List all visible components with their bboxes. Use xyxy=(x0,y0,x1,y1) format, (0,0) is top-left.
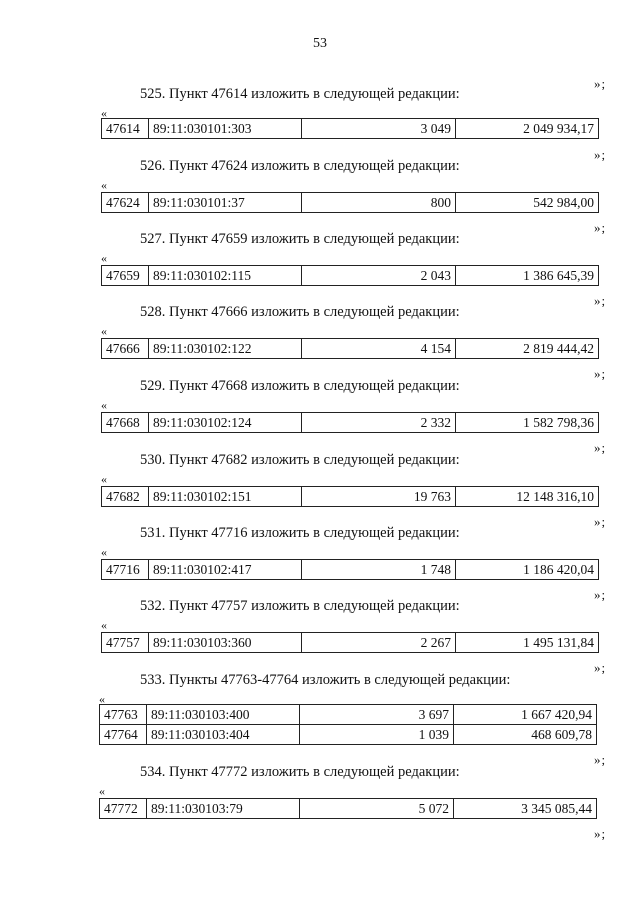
row-id: 47614 xyxy=(102,119,149,139)
cost-value: 3 345 085,44 xyxy=(454,799,597,819)
cost-value: 1 186 420,04 xyxy=(456,560,599,580)
table-row xyxy=(102,560,599,580)
table-row xyxy=(102,487,599,507)
cadastral-number: 89:11:030101:37 xyxy=(149,193,302,213)
table-row xyxy=(102,413,599,433)
close-quote: »; xyxy=(594,660,607,675)
amendment-table xyxy=(101,412,599,433)
section-heading: 525. Пункт 47614 изложить в следующей редакции: xyxy=(140,86,460,102)
row-id: 47764 xyxy=(100,725,147,745)
table-row xyxy=(100,799,597,819)
area-value: 2 267 xyxy=(302,633,456,653)
area-value: 3 697 xyxy=(300,705,454,725)
cadastral-number: 89:11:030103:404 xyxy=(147,725,300,745)
area-value: 800 xyxy=(302,193,456,213)
row-id: 47716 xyxy=(102,560,149,580)
open-quote: « xyxy=(101,324,107,338)
cadastral-number: 89:11:030103:360 xyxy=(149,633,302,653)
row-id: 47668 xyxy=(102,413,149,433)
area-value: 2 043 xyxy=(302,266,456,286)
cost-value: 542 984,00 xyxy=(456,193,599,213)
area-value: 1 039 xyxy=(300,725,454,745)
open-quote: « xyxy=(99,692,105,706)
area-value: 2 332 xyxy=(302,413,456,433)
open-quote: « xyxy=(101,178,107,192)
section-heading: 529. Пункт 47668 изложить в следующей редакции: xyxy=(140,378,460,394)
amendment-table xyxy=(101,192,599,213)
close-quote: »; xyxy=(594,76,607,91)
close-quote: »; xyxy=(594,826,607,841)
amendment-table xyxy=(101,632,599,653)
area-value: 3 049 xyxy=(302,119,456,139)
area-value: 1 748 xyxy=(302,560,456,580)
page-number: 53 xyxy=(313,36,327,51)
cadastral-number: 89:11:030102:115 xyxy=(149,266,302,286)
close-quote: »; xyxy=(594,587,607,602)
row-id: 47682 xyxy=(102,487,149,507)
close-quote: »; xyxy=(594,366,607,381)
table-row xyxy=(100,725,597,745)
table-row xyxy=(100,705,597,725)
cadastral-number: 89:11:030102:417 xyxy=(149,560,302,580)
table-row xyxy=(102,633,599,653)
section-heading: 527. Пункт 47659 изложить в следующей редакции: xyxy=(140,231,460,247)
row-id: 47772 xyxy=(100,799,147,819)
close-quote: »; xyxy=(594,752,607,767)
table-row xyxy=(102,266,599,286)
close-quote: »; xyxy=(594,293,607,308)
cadastral-number: 89:11:030103:79 xyxy=(147,799,300,819)
cadastral-number: 89:11:030103:400 xyxy=(147,705,300,725)
close-quote: »; xyxy=(594,147,607,162)
section-heading: 534. Пункт 47772 изложить в следующей редакции: xyxy=(140,764,460,780)
row-id: 47763 xyxy=(100,705,147,725)
amendment-table xyxy=(101,486,599,507)
section-heading: 532. Пункт 47757 изложить в следующей редакции: xyxy=(140,598,460,614)
amendment-table xyxy=(99,798,597,819)
table-row xyxy=(102,119,599,139)
cost-value: 1 386 645,39 xyxy=(456,266,599,286)
cost-value: 1 495 131,84 xyxy=(456,633,599,653)
cadastral-number: 89:11:030102:124 xyxy=(149,413,302,433)
section-heading: 528. Пункт 47666 изложить в следующей редакции: xyxy=(140,304,460,320)
table-row xyxy=(102,193,599,213)
open-quote: « xyxy=(101,398,107,412)
section-heading: 531. Пункт 47716 изложить в следующей редакции: xyxy=(140,525,460,541)
close-quote: »; xyxy=(594,220,607,235)
open-quote: « xyxy=(101,618,107,632)
cadastral-number: 89:11:030101:303 xyxy=(149,119,302,139)
row-id: 47757 xyxy=(102,633,149,653)
open-quote: « xyxy=(99,784,105,798)
amendment-table xyxy=(101,559,599,580)
row-id: 47666 xyxy=(102,339,149,359)
cost-value: 1 667 420,94 xyxy=(454,705,597,725)
open-quote: « xyxy=(101,106,107,120)
amendment-table xyxy=(101,118,599,139)
row-id: 47624 xyxy=(102,193,149,213)
close-quote: »; xyxy=(594,514,607,529)
section-heading: 533. Пункты 47763-47764 изложить в следующей редакции: xyxy=(140,672,511,688)
row-id: 47659 xyxy=(102,266,149,286)
amendment-table xyxy=(101,265,599,286)
section-heading: 526. Пункт 47624 изложить в следующей редакции: xyxy=(140,158,460,174)
cadastral-number: 89:11:030102:122 xyxy=(149,339,302,359)
area-value: 19 763 xyxy=(302,487,456,507)
open-quote: « xyxy=(101,545,107,559)
cost-value: 468 609,78 xyxy=(454,725,597,745)
cadastral-number: 89:11:030102:151 xyxy=(149,487,302,507)
table-row xyxy=(102,339,599,359)
cost-value: 12 148 316,10 xyxy=(456,487,599,507)
area-value: 5 072 xyxy=(300,799,454,819)
open-quote: « xyxy=(101,251,107,265)
open-quote: « xyxy=(101,472,107,486)
cost-value: 2 049 934,17 xyxy=(456,119,599,139)
close-quote: »; xyxy=(594,440,607,455)
area-value: 4 154 xyxy=(302,339,456,359)
cost-value: 1 582 798,36 xyxy=(456,413,599,433)
amendment-table xyxy=(101,338,599,359)
cost-value: 2 819 444,42 xyxy=(456,339,599,359)
section-heading: 530. Пункт 47682 изложить в следующей редакции: xyxy=(140,452,460,468)
amendment-table xyxy=(99,704,597,745)
